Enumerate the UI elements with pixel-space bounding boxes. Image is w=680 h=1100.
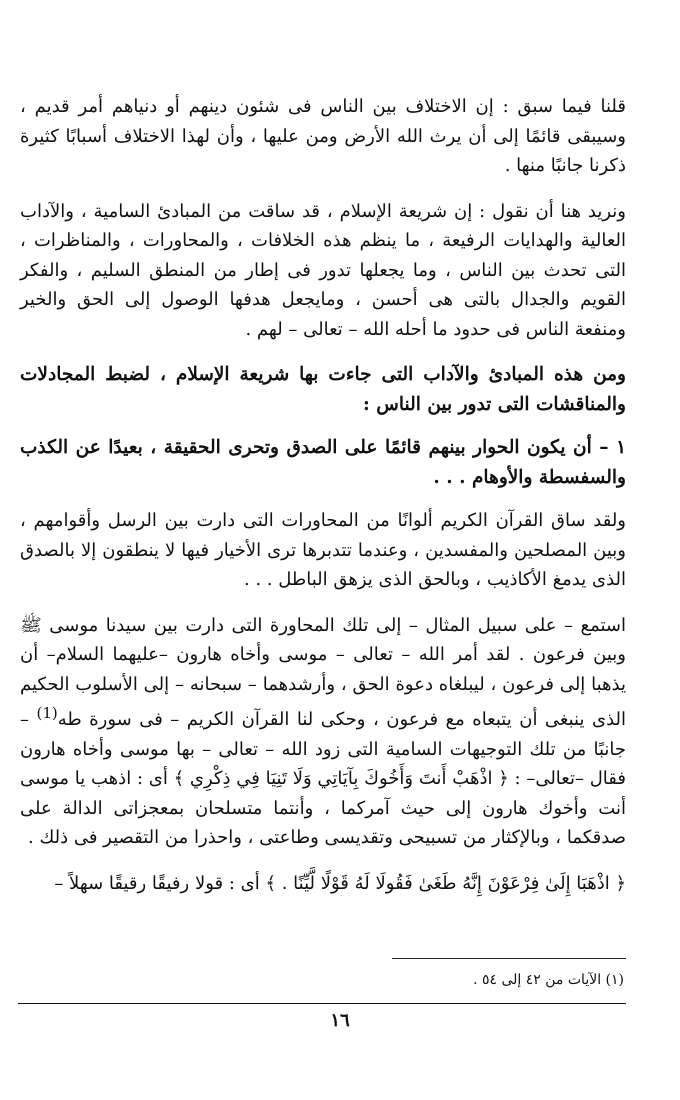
paragraph-1: قلنا فيما سبق : إن الاختلاف بين الناس فى شئون دينهم أو دنياهم أمر قديم ، وسيبقى قائمًا إلى أن يرث الله الأرض ومن عليها ، وأن لهذا الاختلاف أسبابًا كثيرة ذكرنا جانبًا منها . <box>20 96 627 176</box>
footnote-reference: (1) <box>36 704 58 722</box>
page-number: ١٦ <box>330 1010 350 1031</box>
page-bottom-divider <box>18 1003 626 1004</box>
paragraph-7 <box>20 869 626 899</box>
paragraph-6-part2: – جانبًا من تلك التوجيهات السامية التى زود الله – تعالى – بها موسى وأخاه هارون فقال –تعالى– : <box>20 709 627 789</box>
footnote-divider <box>392 958 626 959</box>
body-text <box>20 92 626 914</box>
quran-verse-1: ﴿ اذْهَبْ أَنتَ وَأَخُوكَ بِآيَاتِي وَلَا تَنِيَا فِي ذِكْرِي ﴾ <box>173 768 509 789</box>
footnote: (١) الآيات من ٤٢ إلى ٥٤ . <box>473 972 624 988</box>
paragraph-3-heading: ومن هذه المبادئ والآداب التى جاءت بها شريعة الإسلام ، لضبط المجادلات والمناقشات التى تدور بين الناس : <box>20 364 626 415</box>
quran-verse-2: ﴿ اذْهَبَا إِلَىٰ فِرْعَوْنَ إِنَّهُ طَغَىٰ فَقُولَا لَهُ قَوْلًا لَّيِّنًا . ﴾ <box>265 872 626 894</box>
paragraph-7-text: أى : قولا رفيقًا رقيقًا سهلاً – <box>54 872 266 894</box>
paragraph-5: ولقد ساق القرآن الكريم ألوانًا من المحاورات التى دارت بين الرسل وأقوامهم ، وبين المصلحين والمفسدين ، وعندما تتدبرها ترى الأخيار فيها لا ينطقون إلا بالصدق الذى يدمغ الأكاذيب ، وبالحق الذى يزهق الباطل . . . <box>20 510 626 590</box>
paragraph-6 <box>20 611 626 853</box>
paragraph-6-part3: أى : اذهب يا موسى أنت وأخوك هارون إلى حيث آمركما ، وأنتما متسلحان بمعجزاتى الدالة على صدقكما ، وبالإكثار من تسبيحى وتقديسى وطاعتى ، واحذرا من التقصير فى ذلك . <box>20 768 626 848</box>
paragraph-4-principle-one: ١ – أن يكون الحوار بينهم قائمًا على الصدق وتحرى الحقيقة ، بعيدًا عن الكذب والسفسطة والأوهام . . . <box>20 437 626 488</box>
paragraph-6-part1: استمع – على سبيل المثال – إلى تلك المحاورة التى دارت بين سيدنا موسى ﷺ وبين فرعون . لقد أمر الله – تعالى – موسى وأخاه هارون –عليهما السلام– أن يذهبا إلى فرعون ، ليبلغاه دعوة الحق ، وأرشدهما – سبحانه – إلى الأسلوب الحكيم الذى ينبغى أن يتبعاه مع فرعون ، وحكى لنا القرآن الكريم – فى سورة طه <box>20 614 626 730</box>
paragraph-2: ونريد هنا أن نقول : إن شريعة الإسلام ، قد ساقت من المبادئ السامية ، والآداب العالية والهدايات الرفيعة ، ما ينظم هذه الخلافات ، والمحاورات ، والمناظرات ، التى تحدث بين الناس ، وما يجعلها تدور فى إطار من المنطق السليم ، والفكر القويم والجدال بالتى هى أحسن ، ومايجعل هدفها الوصول إلى الحق والخير ومنفعة الناس فى حدود ما أحله الله – تعالى – لهم . <box>20 200 626 340</box>
